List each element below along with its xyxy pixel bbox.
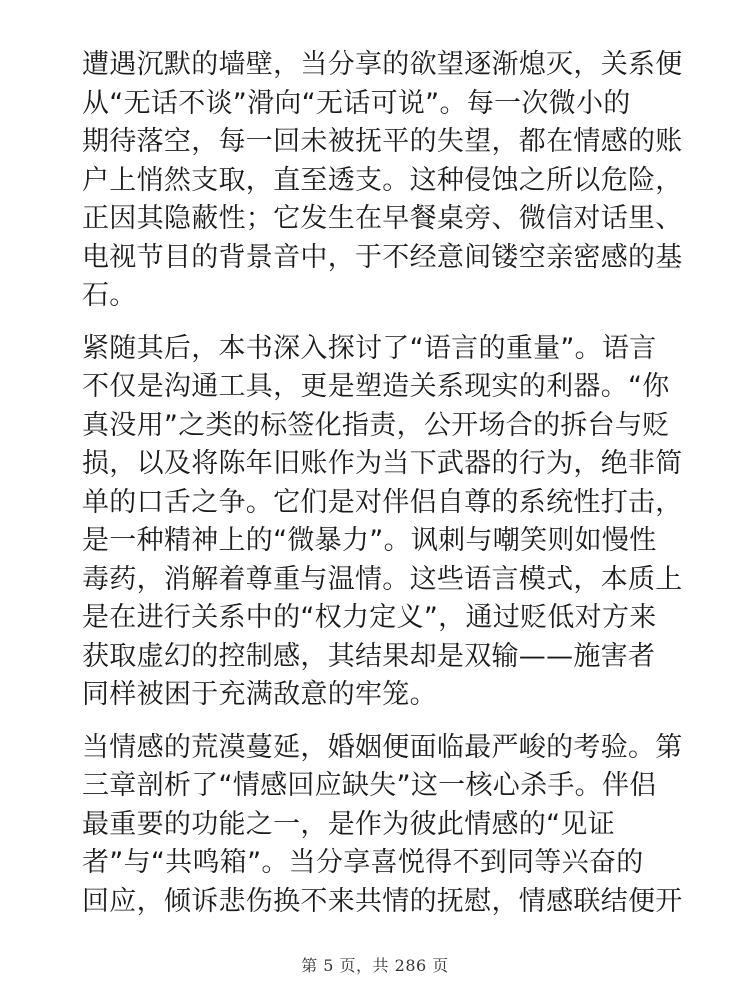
paragraph-3 — [82, 729, 682, 922]
text-line: 真没用”之类的标签化指责，公开场合的拆台与贬 — [82, 409, 670, 441]
page-number-footer: 第 5 页，共 286 页 — [301, 956, 449, 975]
text-line: 最重要的功能之一，是作为彼此情感的“见证 — [82, 808, 615, 840]
text-line: 期待落空，每一回未被抚平的失望，都在情感的账 — [82, 126, 683, 157]
text-line: 户上悄然支取，直至透支。这种侵蚀之所以危险， — [82, 164, 683, 196]
text-line: 遭遇沉默的墙壁，当分享的欲望逐渐熄灭，关系便 — [82, 49, 683, 80]
text-line: 损，以及将陈年旧账作为当下武器的行为，绝非简 — [82, 448, 683, 479]
text-line: 毒药，消解着尊重与温情。这些语言模式，本质上 — [82, 563, 683, 595]
text-line: 者”与“共鸣箱”。当分享喜悦得不到同等兴奋的 — [82, 847, 644, 878]
text-line: 不仅是沟通工具，更是塑造关系现实的利器。“你 — [82, 371, 670, 402]
text-line: 石。 — [82, 280, 137, 311]
text-line: 从“无话不谈”滑向“无话可说”。每一次微小的 — [82, 87, 631, 119]
text-line: 获取虚幻的控制感，其结果却是双输——施害者 — [82, 640, 656, 672]
text-line: 回应，倾诉悲伤换不来共情的抚慰，情感联结便开 — [82, 885, 683, 917]
text-line: 电视节目的背景音中，于不经意间镂空亲密感的基 — [82, 241, 683, 273]
paragraph-1 — [82, 46, 682, 316]
text-line: 同样被困于充满敌意的牢笼。 — [82, 679, 437, 710]
text-line: 当情感的荒漠蔓延，婚姻便面临最严峻的考验。第 — [82, 731, 683, 763]
paragraph-2 — [82, 330, 682, 715]
text-line: 紧随其后，本书深入探讨了“语言的重量”。语言 — [82, 332, 657, 364]
body-text — [82, 46, 682, 921]
text-line: 是在进行关系中的“权力定义”，通过贬低对方来 — [82, 602, 657, 633]
text-line: 是一种精神上的“微暴力”。讽刺与嘲笑则如慢性 — [82, 525, 657, 556]
text-line: 三章剖析了“情感回应缺失”这一核心杀手。伴侣 — [82, 770, 657, 801]
text-line: 正因其隐蔽性；它发生在早餐桌旁、微信对话里、 — [82, 203, 683, 234]
text-line: 单的口舌之争。它们是对伴侣自尊的系统性打击， — [82, 486, 683, 518]
